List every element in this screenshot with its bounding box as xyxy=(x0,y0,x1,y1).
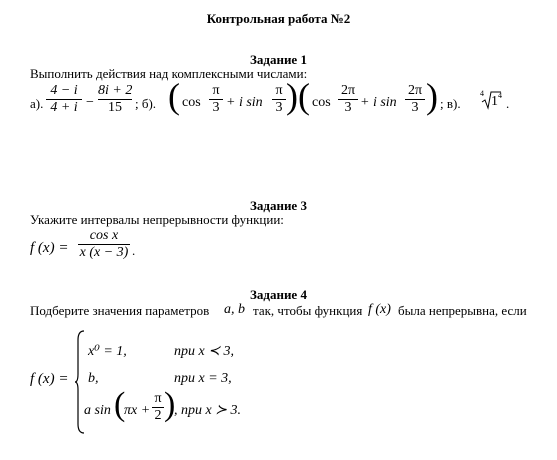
case3-pix: πx + xyxy=(124,403,151,418)
case1-condition: при x ≺ 3, xyxy=(174,344,234,359)
root-exponent: 4 xyxy=(498,91,502,100)
task4-params: a, b xyxy=(224,302,245,317)
task3-text: Укажите интервалы непрерывности функции: xyxy=(30,212,284,227)
fraction-denominator: 3 xyxy=(344,100,352,115)
fraction-denominator: 2 xyxy=(154,408,162,423)
case3-pi-over-2 xyxy=(152,392,164,423)
task1-label-b: ; б). xyxy=(135,96,157,111)
page-title: Контрольная работа №2 xyxy=(206,11,351,26)
task1-pi-over-3 xyxy=(209,84,223,115)
case1-expression: x⁰ = 1, xyxy=(88,344,127,359)
fraction-numerator: π xyxy=(212,83,220,98)
task4-text-mid: так, чтобы функция xyxy=(253,303,363,318)
task1-label-a: а). xyxy=(30,96,44,111)
task1-heading: Задание 1 xyxy=(250,52,307,67)
task4-lhs: f (x) = xyxy=(30,371,69,387)
fraction-denominator: 15 xyxy=(108,100,122,115)
task3-fraction xyxy=(78,229,130,260)
task1-end: . xyxy=(506,96,510,111)
task3-heading: Задание 3 xyxy=(250,198,307,213)
plus-isin-text: + i sin xyxy=(360,95,397,110)
case2-expression: b, xyxy=(88,371,99,386)
fraction-numerator: π xyxy=(275,83,283,98)
case3-condition: , при x ≻ 3. xyxy=(174,403,241,418)
plus-isin-text: + i sin xyxy=(226,95,263,110)
task1-fraction-1 xyxy=(46,84,82,115)
minus-sign: − xyxy=(86,95,94,110)
cos-text: cos xyxy=(182,95,201,110)
task1-text: Выполнить действия над комплексными числами: xyxy=(30,66,308,81)
right-paren: ) xyxy=(164,386,176,423)
fraction-numerator: cos x xyxy=(89,228,119,243)
right-paren: ) xyxy=(286,76,298,116)
fraction-denominator: 3 xyxy=(275,100,283,115)
cos-text: cos xyxy=(312,95,331,110)
fraction-denominator: 3 xyxy=(411,100,419,115)
task1-label-c: ; в). xyxy=(440,96,461,111)
task3-end: . xyxy=(132,243,136,258)
fraction-denominator: 4 + i xyxy=(50,100,78,115)
task4-text-end: была непрерывна, если xyxy=(398,303,527,318)
root-radicand: 1 xyxy=(491,94,498,109)
fraction-numerator: 8i + 2 xyxy=(98,83,133,98)
fraction-numerator: π xyxy=(154,391,162,406)
fraction-denominator: x (x − 3) xyxy=(79,245,129,260)
root-index: 4 xyxy=(480,89,484,98)
left-paren: ( xyxy=(298,76,310,116)
task1-2pi-over-3 xyxy=(338,84,358,115)
fraction-denominator: 3 xyxy=(212,100,220,115)
task4-heading: Задание 4 xyxy=(250,287,307,302)
left-paren: ( xyxy=(168,76,180,116)
case2-condition: при x = 3, xyxy=(174,371,232,386)
task4-text-start: Подберите значения параметров xyxy=(30,303,210,318)
task1-fraction-2 xyxy=(98,84,132,115)
task4-func: f (x) xyxy=(368,302,391,317)
right-paren: ) xyxy=(426,76,438,116)
fraction-numerator: 2π xyxy=(407,83,423,98)
fraction-numerator: 2π xyxy=(340,83,356,98)
left-paren: ( xyxy=(114,386,126,423)
task1-pi-over-3 xyxy=(272,84,286,115)
task3-lhs: f (x) = xyxy=(30,240,69,256)
task1-2pi-over-3 xyxy=(405,84,425,115)
case3-a-sin: a sin xyxy=(84,403,111,418)
left-brace-icon xyxy=(74,330,86,434)
fraction-numerator: 4 − i xyxy=(50,83,78,98)
